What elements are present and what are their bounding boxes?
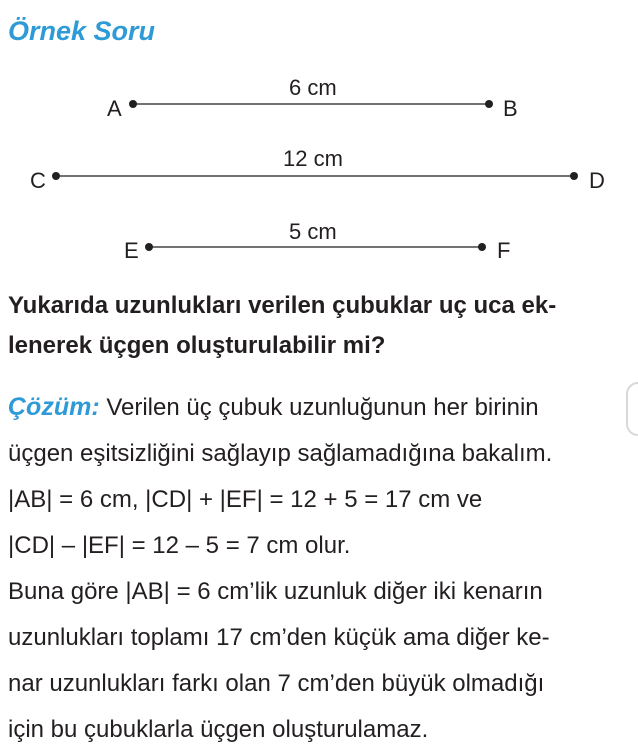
length-cd: 12 cm [283,146,343,171]
example-title: Örnek Soru [8,16,156,46]
label-a: A [107,96,122,121]
label-e: E [124,238,139,263]
label-f: F [497,238,511,263]
segment-cd [30,146,605,193]
length-ef: 5 cm [289,219,337,244]
solution-label: Çözüm: [8,393,100,421]
question-line: Yukarıda uzunlukları verilen çubuklar uç uca ek- [8,292,557,319]
label-b: B [503,96,518,121]
point-e [145,243,153,251]
length-ab: 6 cm [289,75,337,100]
solution-block [8,384,633,753]
label-c: C [30,168,46,193]
point-b [485,100,493,108]
solution-line [8,384,633,431]
segment-ef [124,219,510,263]
page-edge-tab [626,382,638,436]
point-d [570,172,578,180]
solution-intro: Verilen üç çubuk uzunluğunun her birinin [99,394,539,421]
solution-line: uzunlukları toplamı 17 cm’den küçük ama diğer ke- [8,624,550,651]
point-c [52,172,60,180]
question-line: lenerek üçgen oluşturulabilir mi? [8,332,386,359]
solution-line: üçgen eşitsizliğini sağlayıp sağlamadığına bakalım. [8,440,553,467]
segments-figure [0,60,638,275]
point-f [478,243,486,251]
segment-ab [107,75,518,121]
solution-line: nar uzunlukları farkı olan 7 cm’den büyük olmadığı [8,670,545,697]
solution-line: |CD| – |EF| = 12 – 5 = 7 cm olur. [8,532,351,559]
solution-line: için bu çubuklarla üçgen oluşturulamaz. [8,716,429,743]
solution-line: Buna göre |AB| = 6 cm’lik uzunluk diğer iki kenarın [8,578,543,605]
point-a [129,100,137,108]
question-text [8,286,633,366]
solution-line: |AB| = 6 cm, |CD| + |EF| = 12 + 5 = 17 cm ve [8,486,483,513]
label-d: D [589,168,605,193]
